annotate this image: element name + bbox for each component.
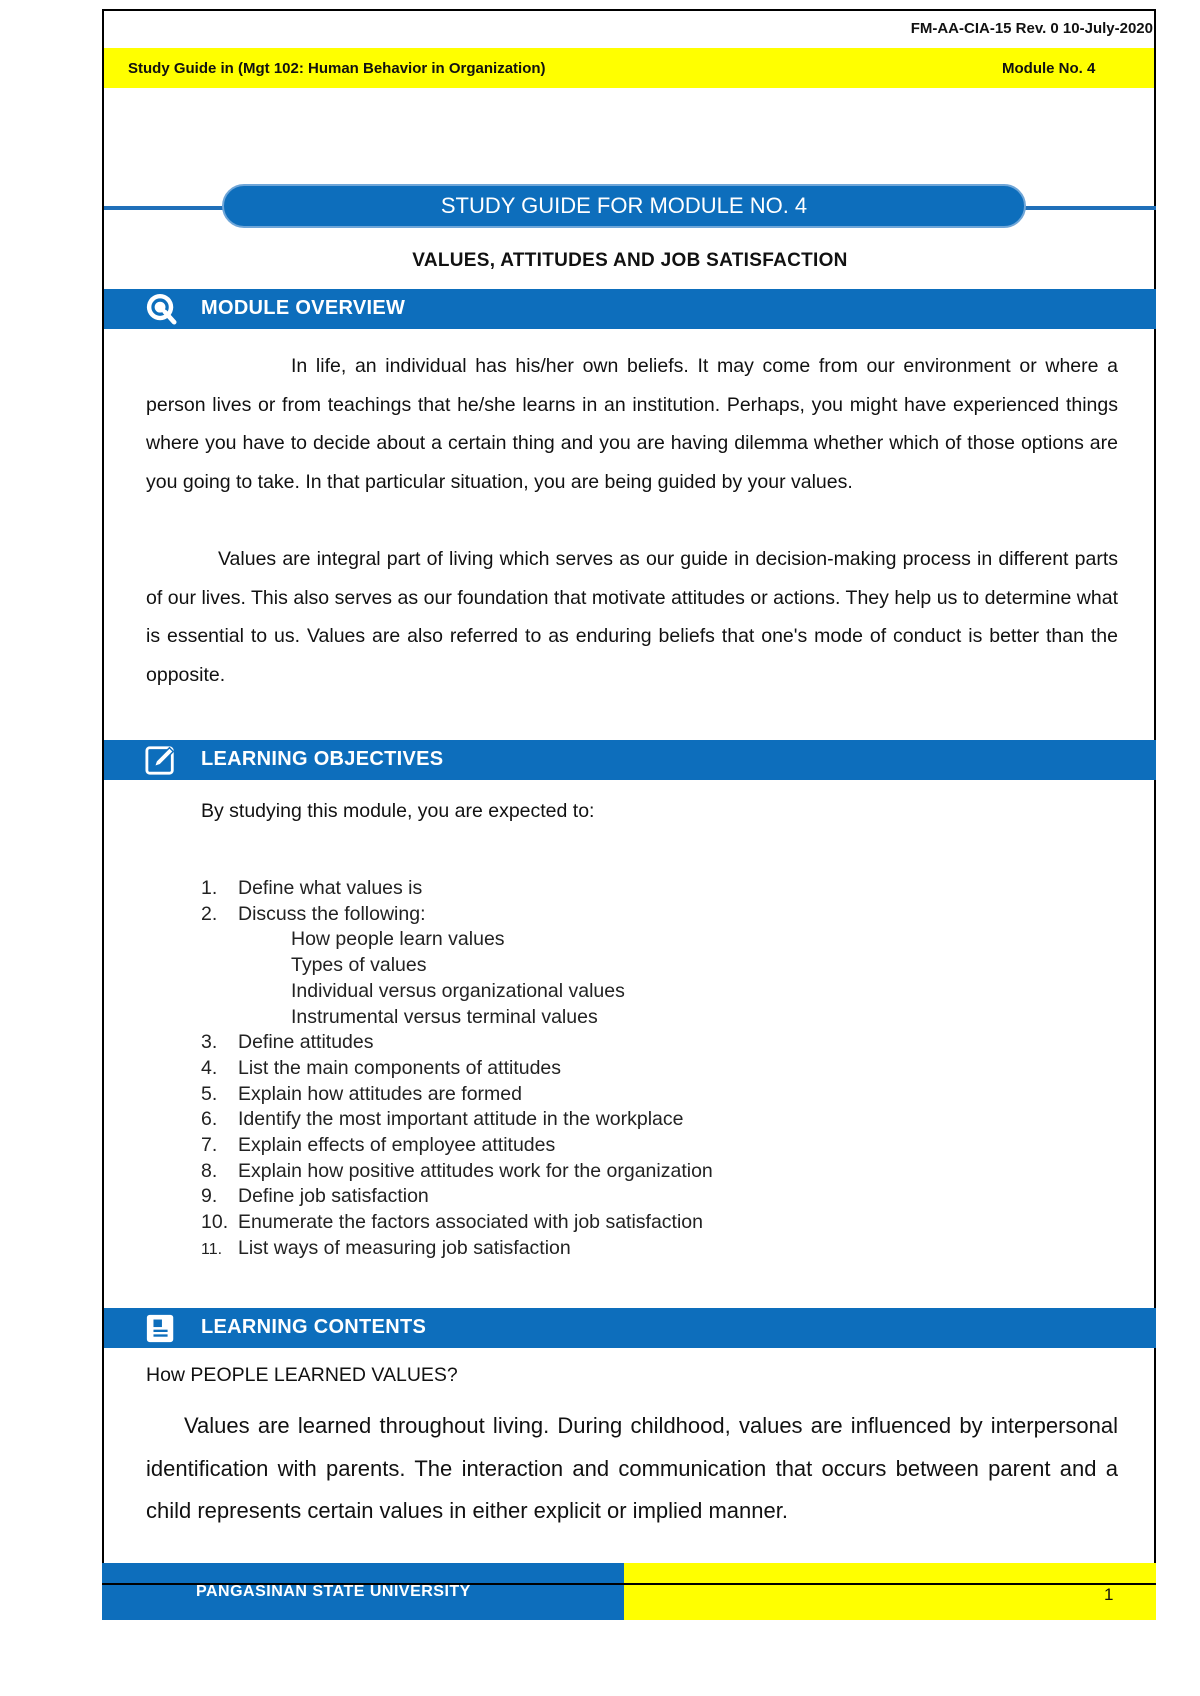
list-item: 11. List ways of measuring job satisfaction bbox=[201, 1236, 571, 1259]
list-subitem: Instrumental versus terminal values bbox=[291, 1005, 598, 1028]
list-item: 7. Explain effects of employee attitudes bbox=[201, 1134, 556, 1157]
list-item: 2. Discuss the following: bbox=[201, 902, 426, 925]
list-item: 1. Define what values is bbox=[201, 877, 423, 899]
list-subitem: How people learn values bbox=[291, 928, 505, 951]
overview-paragraph-2: Values are integral part of living which serves as our guide in decision-making process in different parts of our lives. This also serves as our foundation that motivate attitudes or actions. They help us to determine what is essential to us. Values are also referred to as enduring beliefs that one's mode of conduct is better than the opposite. bbox=[146, 548, 1118, 686]
list-subitem: Types of values bbox=[291, 954, 427, 977]
module-overview-heading: MODULE OVERVIEW bbox=[201, 297, 406, 319]
module-overview-bar bbox=[104, 289, 1156, 329]
list-item: 9. Define job satisfaction bbox=[201, 1185, 429, 1208]
learning-objectives-bar bbox=[104, 740, 1156, 780]
edit-icon bbox=[144, 744, 178, 776]
module-subtitle: VALUES, ATTITUDES AND JOB SATISFACTION bbox=[412, 250, 848, 271]
learning-objectives-heading: LEARNING OBJECTIVES bbox=[201, 748, 444, 770]
learning-contents-bar bbox=[104, 1308, 1156, 1348]
list-item: 4. List the main components of attitudes bbox=[201, 1056, 562, 1079]
objectives-intro: By studying this module, you are expected to: bbox=[201, 800, 595, 822]
contents-paragraph-1: Values are learned throughout living. During childhood, values are influenced by interpersonal identification with parents. The interaction and communication that occurs between parent and a child represents certain values in either explicit or implied manner. bbox=[146, 1413, 1118, 1523]
module-banner: STUDY GUIDE FOR MODULE NO. 4 bbox=[222, 184, 1026, 228]
list-item: 8. Explain how positive attitudes work for the organization bbox=[201, 1159, 713, 1182]
list-item: 3. Define attitudes bbox=[201, 1031, 374, 1054]
search-icon bbox=[144, 293, 178, 325]
page-number: 1 bbox=[1104, 1585, 1114, 1604]
list-item: 10. Enumerate the factors associated with job satisfaction bbox=[201, 1211, 703, 1234]
contents-subheading: How PEOPLE LEARNED VALUES? bbox=[146, 1364, 458, 1386]
list-subitem: Individual versus organizational values bbox=[291, 979, 625, 1002]
footer-yellow-band bbox=[624, 1563, 1156, 1620]
list-item: 6. Identify the most important attitude in the workplace bbox=[201, 1108, 684, 1131]
list-item: 5. Explain how attitudes are formed bbox=[201, 1082, 522, 1105]
module-number: Module No. 4 bbox=[1002, 60, 1096, 77]
overview-paragraph-1: In life, an individual has his/her own beliefs. It may come from our environment or where a person lives or from teachings that he/she learns in an institution. Perhaps, you might have experienced things where you have to decide about a certain thing and you are having dilemma whether which of those options are you going to take. In that particular situation, you are being guided by your values. bbox=[146, 355, 1118, 493]
learning-contents-heading: LEARNING CONTENTS bbox=[201, 1316, 427, 1338]
form-code: FM-AA-CIA-15 Rev. 0 10-July-2020 bbox=[910, 20, 1153, 37]
guide-title: Study Guide in (Mgt 102: Human Behavior in Organization) bbox=[128, 60, 546, 77]
footer-university: PANGASINAN STATE UNIVERSITY bbox=[196, 1583, 471, 1600]
document-icon bbox=[144, 1312, 178, 1344]
objectives-list bbox=[201, 876, 713, 1263]
